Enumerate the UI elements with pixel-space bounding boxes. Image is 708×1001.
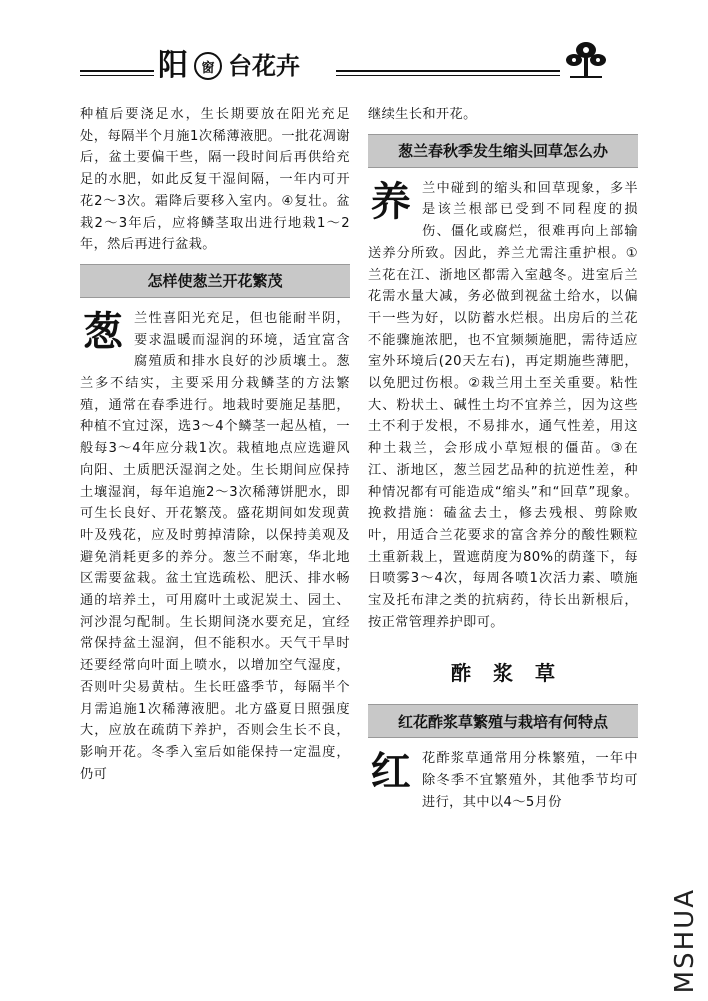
left-body [80,308,350,785]
header-title-rest: 台花卉 [228,52,300,80]
watermark: MSHUA [670,887,700,993]
right-column [368,104,638,814]
header-seal: 窗 [194,52,222,80]
header-title-char: 阳 [158,48,188,83]
left-intro-text: 种植后要浇足水，生长期要放在阳光充足处，每隔半个月施1次稀薄液肥。一批花凋谢后，盆土要偏干些，隔一段时间后再供给充足的水肥，如此反复干湿间隔，一年内可开花2～3次。霜降后要移入室内。④复壮。盆栽2～3年后，应将鳞茎取出进行地栽1～2年，然后再进行盆栽。 [80,107,350,253]
page-header [80,40,620,100]
right-body-2 [368,748,638,813]
right-body-text: 兰中碰到的缩头和回草现象，多半是该兰根部已受到不同程度的损伤、僵化或腐烂，很难再向上部输送养分所致。因此，养兰尤需注重护根。①兰花在江、浙地区都需入室越冬。进室后兰花需水量大减，务必做到视盆土给水，以偏干一些为好，以防蓄水烂根。出房后的兰花不能骤施浓肥，也不宜频频施肥，需待适应室外环境后(20天左右)，再定期施些薄肥，以免肥过伤根。②栽兰用土至关重要。粘性大、粉状土、碱性土均不宜养兰，因为这些土不利于发根，不易排水，通气性差，用这种土栽兰，会形成小草短根的僵苗。③在江、浙地区，葱兰园艺品种的抗逆性差，种种情况都有可能造成“缩头”和“回草”现象。挽救措施：磕盆去土，修去残根、剪除败叶，用适合兰花要求的富含养分的酸性颗粒土重新栽上，置遮荫度为80%的荫蓬下，每日喷雾3～4次，每周各喷1次活力素、喷施宝及托布津之类的抗病药，待长出新根后，按正常管理养护即可。 [368,180,638,630]
header-rule-right [336,70,560,72]
section-heading-oxalis: 红花酢浆草繁殖与栽培有何特点 [368,704,638,738]
right-intro-text: 继续生长和开花。 [368,107,477,122]
header-title [158,46,300,86]
header-rule-right-thin [336,75,560,76]
left-body-text: 兰性喜阳光充足，但也能耐半阴，要求温暖而湿润的环境，适宜富含腐殖质和排水良好的沙质壤土。葱兰多不结实，主要采用分栽鳞茎的方法繁殖，通常在春季进行。地栽时要施足基肥，种植不宜过深，选3～4个鳞茎一起丛植，一般每3～4年应分栽1次。栽植地点应选避风向阳、土质肥沃湿润之处。生长期间应保持土壤湿润，每年追施2～3次稀薄饼肥水，即可生长良好、开花繁茂。盛花期间如发现黄叶及残花，应及时剪掉清除，以保持美观及避免消耗更多的养分。葱兰不耐寒，华北地区需要盆栽。盆土宜选疏松、肥沃、排水畅通的培养土，可用腐叶土或泥炭土、园土、河沙混匀配制。生长期间浇水要充足，宜经常保持盆土湿润，但不能积水。天气干旱时还要经常向叶面上喷水，以增加空气湿度，否则叶尖易黄枯。生长旺盛季节，每隔半个月需追施1次稀薄液肥。北方盛夏日照强度大，应放在疏荫下养护，否则会生长不良，影响开花。冬季入室后如能保持一定温度，仍可 [80,310,350,782]
drop-cap: 葱 [82,308,124,355]
left-column [80,104,350,785]
header-rule-left [80,70,154,72]
chapter-title: 酢浆草 [451,661,577,686]
section-heading-shrinking-head: 葱兰春秋季发生缩头回草怎么办 [368,134,638,168]
section-heading-scallion-orchid: 怎样使葱兰开花繁茂 [80,264,350,298]
drop-cap: 红 [370,749,412,796]
header-rule-left-thin [80,75,154,76]
drop-cap: 养 [370,178,412,225]
plant-ornament-icon [564,40,608,80]
right-body-2-text: 花酢浆草通常用分株繁殖，一年中除冬季不宜繁殖外，其他季节均可进行，其中以4～5月份 [422,751,638,810]
right-body [368,178,638,634]
